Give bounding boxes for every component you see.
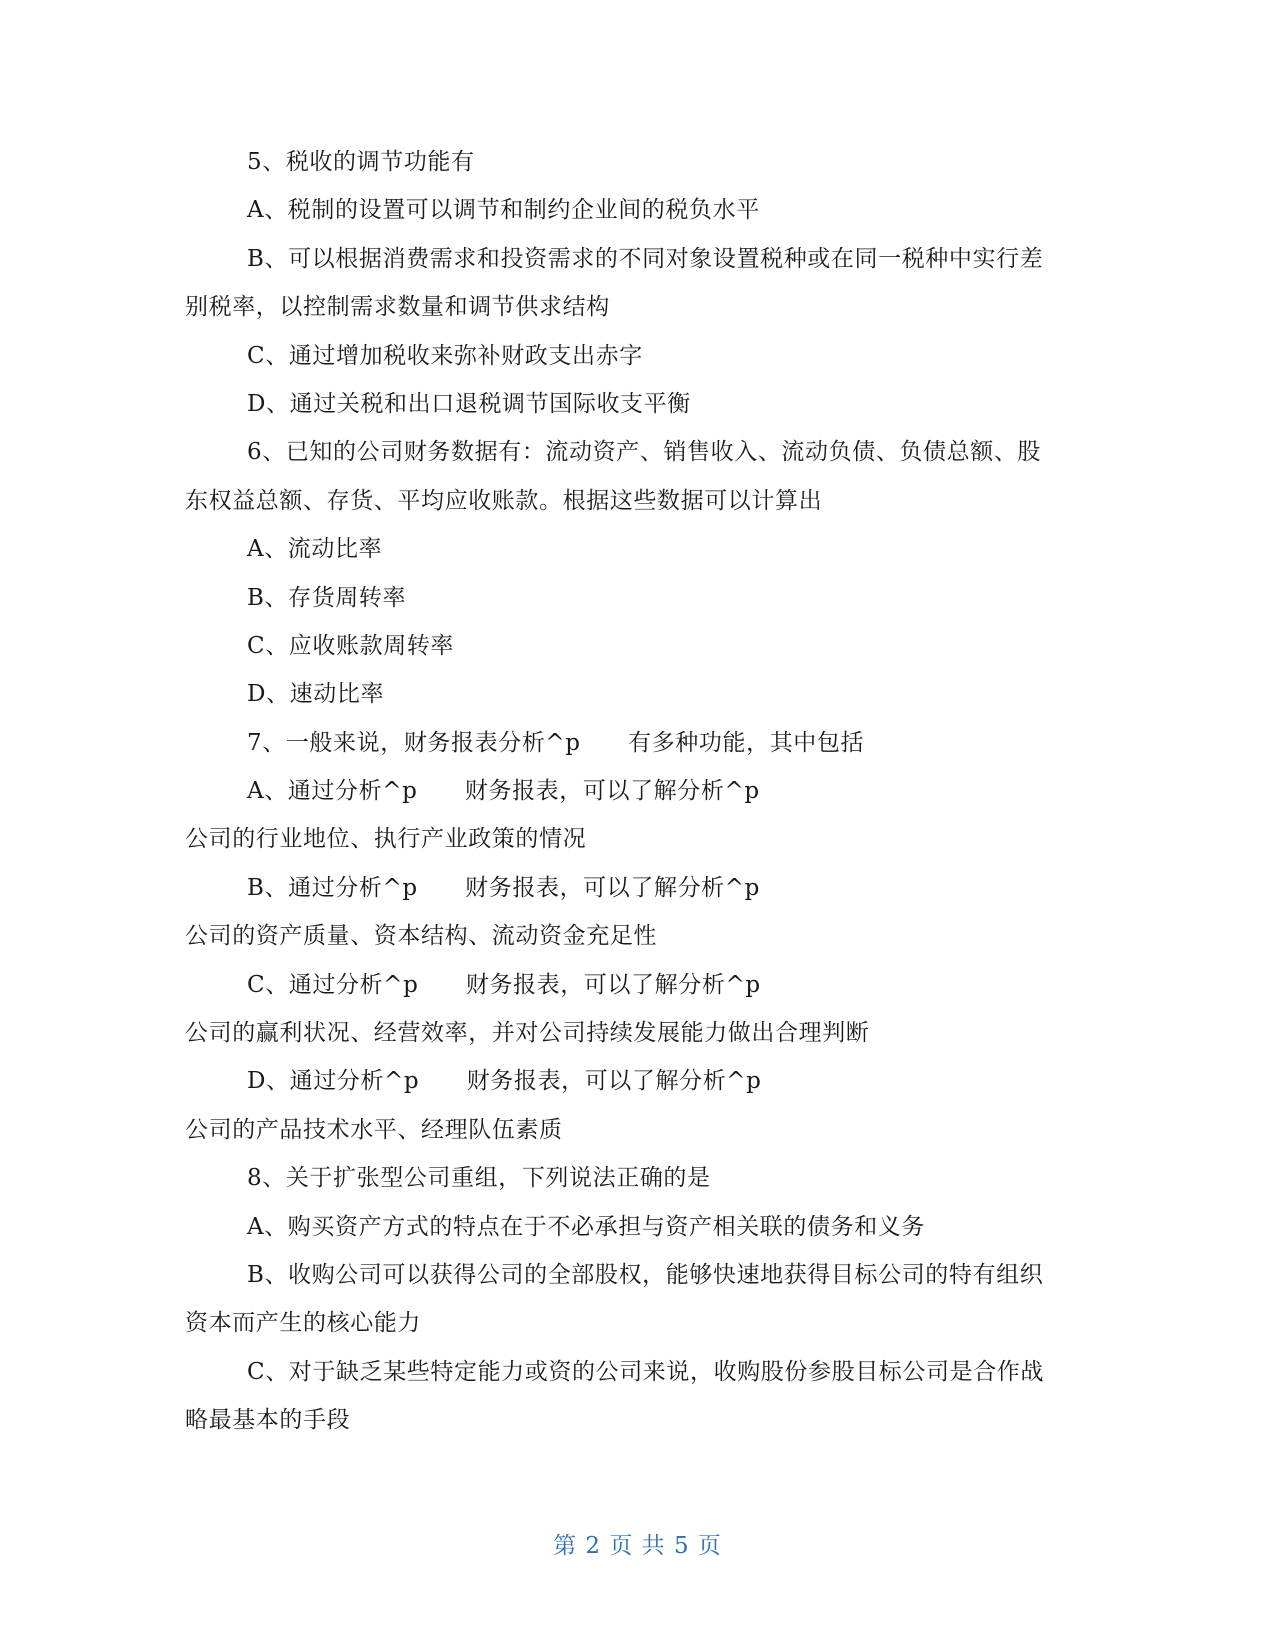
text-line: D、通过关税和出口退税调节国际收支平衡 [247, 390, 691, 417]
text-line: 别税率，以控制需求数量和调节供求结构 [185, 294, 610, 321]
document-body [185, 138, 1085, 1445]
text-line: 7、一般来说，财务报表分析^p 有多种功能，其中包括 [247, 729, 865, 756]
text-line: C、通过增加税收来弥补财政支出赤字 [247, 342, 643, 369]
text-line: 8、关于扩张型公司重组，下列说法正确的是 [247, 1165, 711, 1192]
text-line: D、通过分析^p 财务报表，可以了解分析^p [247, 1068, 762, 1095]
text-line: A、税制的设置可以调节和制约企业间的税负水平 [247, 197, 760, 224]
text-line: B、可以根据消费需求和投资需求的不同对象设置税种或在同一税种中实行差 [247, 245, 1044, 272]
text-line: 东权益总额、存货、平均应收账款。根据这些数据可以计算出 [185, 487, 823, 514]
text-line: A、通过分析^p 财务报表，可以了解分析^p [247, 778, 760, 805]
text-line: B、收购公司可以获得公司的全部股权，能够快速地获得目标公司的特有组织 [247, 1261, 1044, 1288]
text-line: 5、税收的调节功能有 [247, 149, 475, 175]
text-line: A、流动比率 [247, 536, 383, 563]
page-footer: 第 2 页 共 5 页 [553, 1533, 722, 1559]
text-line: B、存货周转率 [247, 584, 407, 611]
text-line: A、购买资产方式的特点在于不必承担与资产相关联的债务和义务 [247, 1213, 926, 1240]
text-line: 略最基本的手段 [185, 1407, 351, 1434]
text-line: 公司的产品技术水平、经理队伍素质 [185, 1116, 563, 1143]
text-line: D、速动比率 [247, 681, 385, 708]
text-line: C、通过分析^p 财务报表，可以了解分析^p [247, 971, 761, 998]
text-line: 6、已知的公司财务数据有：流动资产、销售收入、流动负债、负债总额、股 [247, 439, 1042, 466]
text-line: 公司的资产质量、资本结构、流动资金充足性 [185, 923, 657, 950]
text-line: 公司的赢利状况、经营效率，并对公司持续发展能力做出合理判断 [185, 1020, 870, 1047]
text-line: C、对于缺乏某些特定能力或资的公司来说，收购股份参股目标公司是合作战 [247, 1358, 1044, 1385]
text-line: 公司的行业地位、执行产业政策的情况 [185, 826, 587, 853]
text-line: 资本而产生的核心能力 [185, 1310, 421, 1337]
text-line: B、通过分析^p 财务报表，可以了解分析^p [247, 874, 760, 901]
text-line: C、应收账款周转率 [247, 632, 454, 659]
